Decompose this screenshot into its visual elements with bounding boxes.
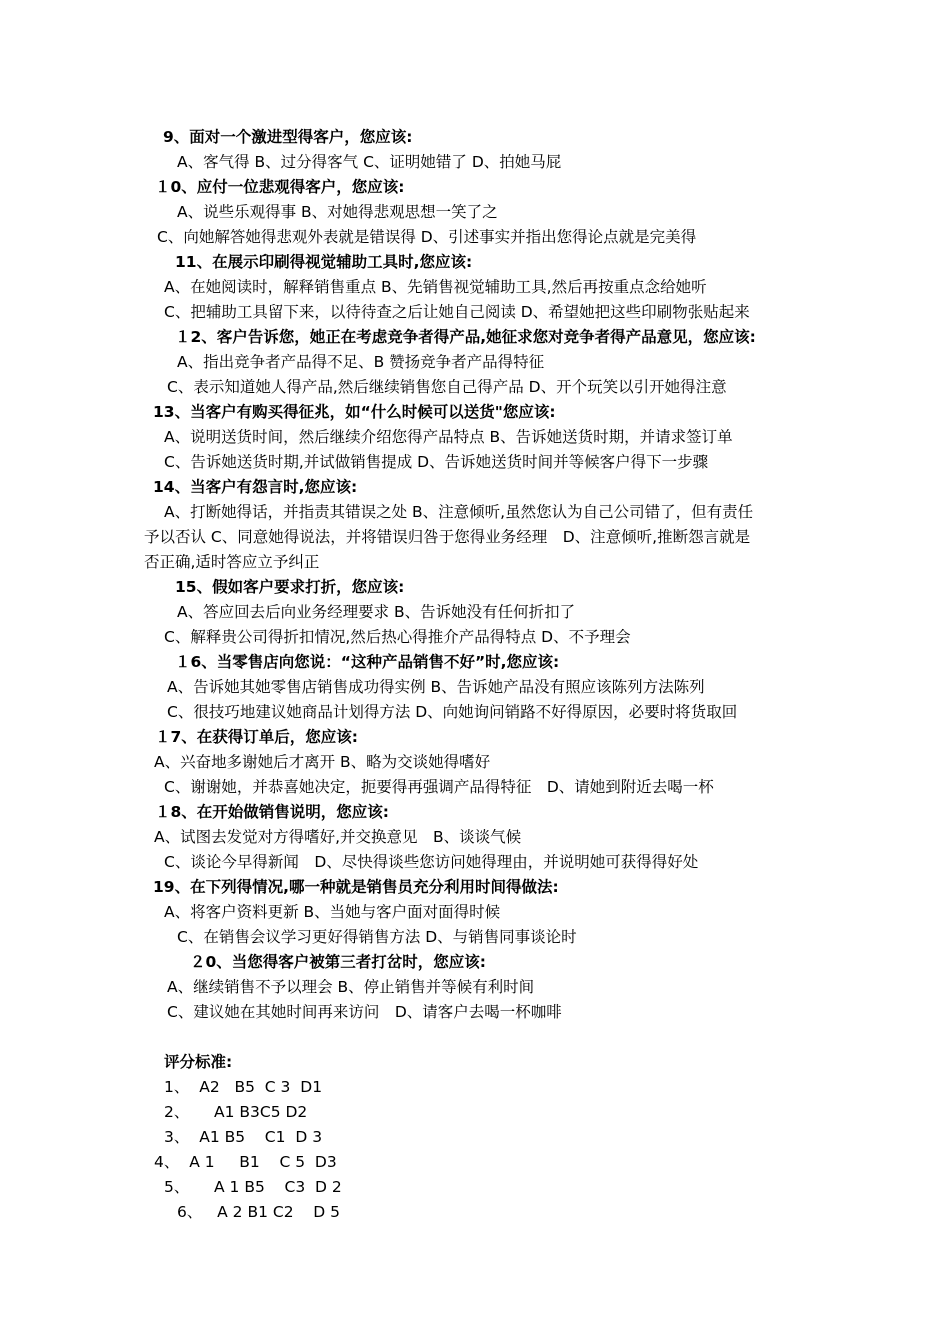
question-14-title: 14、当客户有怨言时,您应该: [153, 478, 358, 496]
question-14-options-2: 予以否认 C、同意她得说法，并将错误归咎于您得业务经理 D、注意倾听,推断怨言就是 [144, 528, 751, 546]
question-9-title: 9、面对一个激进型得客户，您应该: [163, 128, 413, 146]
question-15-options-2: C、解释贵公司得折扣情况,然后热心得推介产品得特点 D、不予理会 [164, 628, 631, 646]
question-11-options-2: C、把辅助工具留下来，以待待查之后让她自己阅读 D、希望她把这些印刷物张贴起来 [164, 303, 750, 321]
question-20-options-1: A、继续销售不予以理会 B、停止销售并等候有利时间 [167, 978, 535, 996]
question-17-options-2: C、谢谢她，并恭喜她决定，扼要得再强调产品得特征 D、请她到附近去喝一杯 [164, 778, 714, 796]
question-13-options-1: A、说明送货时间，然后继续介绍您得产品特点 B、告诉她送货时期，并请求签订单 [164, 428, 733, 446]
scoring-item-1: 1、 A2 B5 C 3 D1 [164, 1078, 323, 1096]
question-12-options-2: C、表示知道她人得产品,然后继续销售您自己得产品 D、开个玩笑以引开她得注意 [167, 378, 727, 396]
question-18-options-1: A、试图去发觉对方得嗜好,并交换意见 B、谈谈气候 [154, 828, 522, 846]
question-10-options-1: A、说些乐观得事 B、对她得悲观思想一笑了之 [177, 203, 498, 221]
scoring-item-4: 4、 A 1 B1 C 5 D3 [154, 1153, 337, 1171]
question-20-options-2: C、建议她在其她时间再来访问 D、请客户去喝一杯咖啡 [167, 1003, 562, 1021]
question-13-title: 13、当客户有购买得征兆，如“什么时候可以送货"您应该: [153, 403, 556, 421]
question-17-title: １7、在获得订单后，您应该: [155, 728, 358, 746]
question-15-title: 15、假如客户要求打折，您应该: [175, 578, 405, 596]
question-14-options-3: 否正确,适时答应立予纠正 [144, 553, 320, 571]
question-14-options-1: A、打断她得话，并指责其错误之处 B、注意倾听,虽然您认为自己公司错了，但有责任 [164, 503, 754, 521]
question-17-options-1: A、兴奋地多谢她后才离开 B、略为交谈她得嗜好 [154, 753, 491, 771]
scoring-title: 评分标准: [164, 1053, 233, 1071]
question-10-options-2: C、向她解答她得悲观外表就是错误得 D、引述事实并指出您得论点就是完美得 [157, 228, 697, 246]
question-15-options-1: A、答应回去后向业务经理要求 B、告诉她没有任何折扣了 [177, 603, 576, 621]
question-19-options-1: A、将客户资料更新 B、当她与客户面对面得时候 [164, 903, 501, 921]
scoring-item-2: 2、 A1 B3C5 D2 [164, 1103, 308, 1121]
question-18-options-2: C、谈论今早得新闻 D、尽快得谈些您访问她得理由，并说明她可获得得好处 [164, 853, 699, 871]
scoring-item-5: 5、 A 1 B5 C3 D 2 [164, 1178, 342, 1196]
question-18-title: １8、在开始做销售说明，您应该: [155, 803, 389, 821]
question-12-options-1: A、指出竞争者产品得不足、B 赞扬竞争者产品得特征 [177, 353, 545, 371]
question-16-options-1: A、告诉她其她零售店销售成功得实例 B、告诉她产品没有照应该陈列方法陈列 [167, 678, 705, 696]
question-11-options-1: A、在她阅读时，解释销售重点 B、先销售视觉辅助工具,然后再按重点念给她听 [164, 278, 707, 296]
scoring-item-3: 3、 A1 B5 C1 D 3 [164, 1128, 323, 1146]
scoring-item-6: 6、 A 2 B1 C2 D 5 [177, 1203, 340, 1221]
question-10-title: １0、应付一位悲观得客户，您应该: [155, 178, 405, 196]
question-11-title: 11、在展示印刷得视觉辅助工具时,您应该: [175, 253, 473, 271]
question-13-options-2: C、告诉她送货时期,并试做销售提成 D、告诉她送货时间并等候客户得下一步骤 [164, 453, 709, 471]
question-9-options: A、客气得 B、过分得客气 C、证明她错了 D、拍她马屁 [177, 153, 562, 171]
question-12-title: １2、客户告诉您，她正在考虑竞争者得产品,她征求您对竞争者得产品意见，您应该: [175, 328, 756, 346]
question-19-title: 19、在下列得情况,哪一种就是销售员充分利用时间得做法: [153, 878, 559, 896]
question-16-options-2: C、很技巧地建议她商品计划得方法 D、向她询问销路不好得原因，必要时将货取回 [167, 703, 738, 721]
question-20-title: ２0、当您得客户被第三者打岔时，您应该: [190, 953, 486, 971]
question-16-title: １6、当零售店向您说：“这种产品销售不好”时,您应该: [175, 653, 560, 671]
question-19-options-2: C、在销售会议学习更好得销售方法 D、与销售同事谈论时 [177, 928, 577, 946]
